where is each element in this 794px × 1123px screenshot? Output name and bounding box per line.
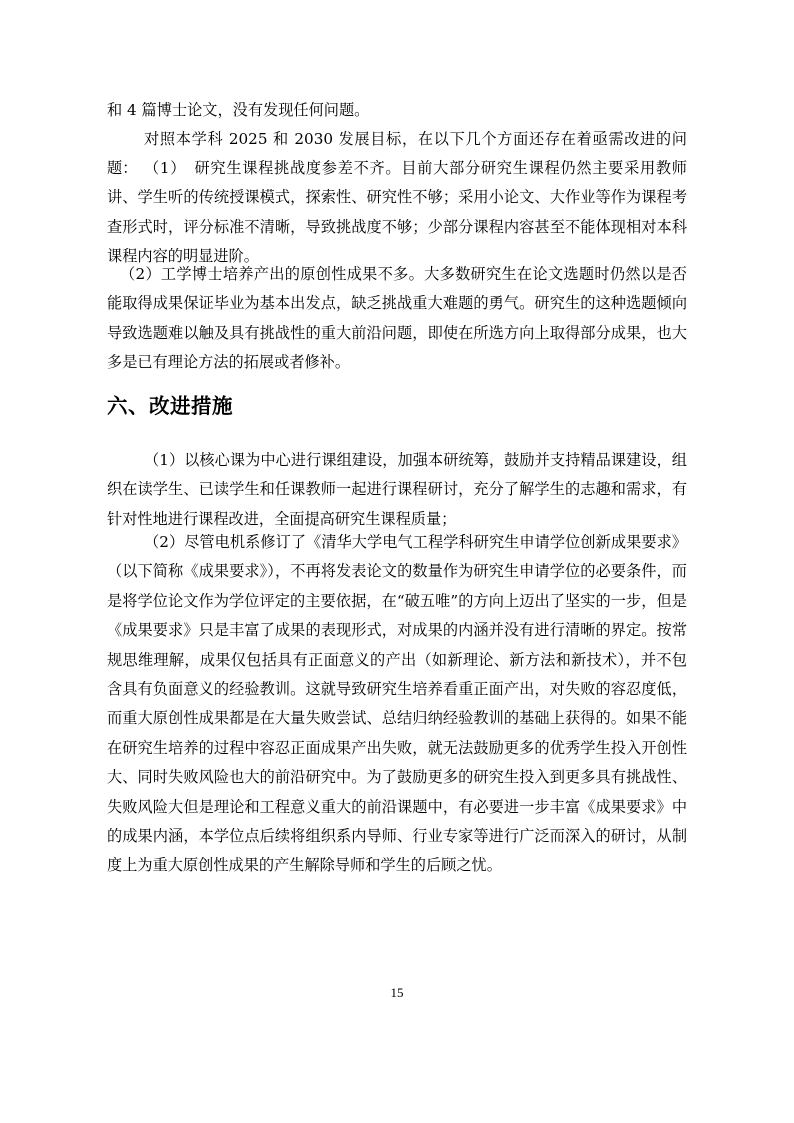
paragraph-measure-1: （1）以核心课为中心进行课组建设，加强本研统筹，鼓励并支持精品课建设，组织在读学生、已读学生和任课教师一起进行课程研讨，充分了解学生的志趣和需求，有针对性地进行课程改进，全面提高研究生课程质量； [107, 451, 687, 528]
section-heading: 六、改进措施 [107, 394, 233, 418]
paragraph-problem-1: （1） 研究生课程挑战度参差不齐。目前大部分研究生课程仍然主要采用教师讲、学生听的传统授课模式，探索性、研究性不够；采用小论文、大作业等作为课程考查形式时，评分标准不清晰，导致挑战度不够；少部分课程内容甚至不能体现相对本科课程内容的明显进阶。 [107, 159, 687, 266]
paragraph-continuation: 和 4 篇博士论文，没有发现任何问题。 [107, 101, 370, 119]
paragraph-problem-2: （2）工学博士培养产出的原创性成果不多。大多数研究生在论文选题时仍然以是否能取得成果保证毕业为基本出发点，缺乏挑战重大难题的勇气。研究生的这种选题倾向导致选题难以触及具有挑战性的重大前沿问题，即使在所选方向上取得部分成果，也大多是已有理论方法的拓展或者修补。 [107, 265, 687, 372]
paragraph-problems-intro: 对照本学科 2025 和 2030 发展目标，在以下几个方面还存在着亟需改进的问题： [107, 130, 687, 178]
page-number: 15 [390, 985, 404, 1000]
paragraph-measure-2: （2）尽管电机系修订了《清华大学电气工程学科研究生申请学位创新成果要求》（以下简称《成果要求》），不再将发表论文的数量作为研究生申请学位的必要条件，而是将学位论文作为学位评定的主要依据，在“破五唯”的方向上迈出了坚实的一步，但是《成果要求》只是丰富了成果的表现形式，对成果的内涵并没有进行清晰的界定。按常规思维理解，成果仅包括具有正面意义的产出（如新理论、新方法和新技术），并不包含具有负面意义的经验教训。这就导致研究生培养看重正面产出，对失败的容忍度低，而重大原创性成果都是在大量失败尝试、总结归纳经验教训的基础上获得的。如果不能在研究生培养的过程中容忍正面成果产出失败，就无法鼓励更多的优秀学生投入开创性大、同时失败风险也大的前沿研究中。为了鼓励更多的研究生投入到更多具有挑战性、失败风险大但是理论和工程意义重大的前沿课题中，有必要进一步丰富《成果要求》中的成果内涵，本学位点后续将组织系内导师、行业专家等进行广泛而深入的研讨，从制度上为重大原创性成果的产生解除导师和学生的后顾之忧。 [107, 533, 687, 875]
